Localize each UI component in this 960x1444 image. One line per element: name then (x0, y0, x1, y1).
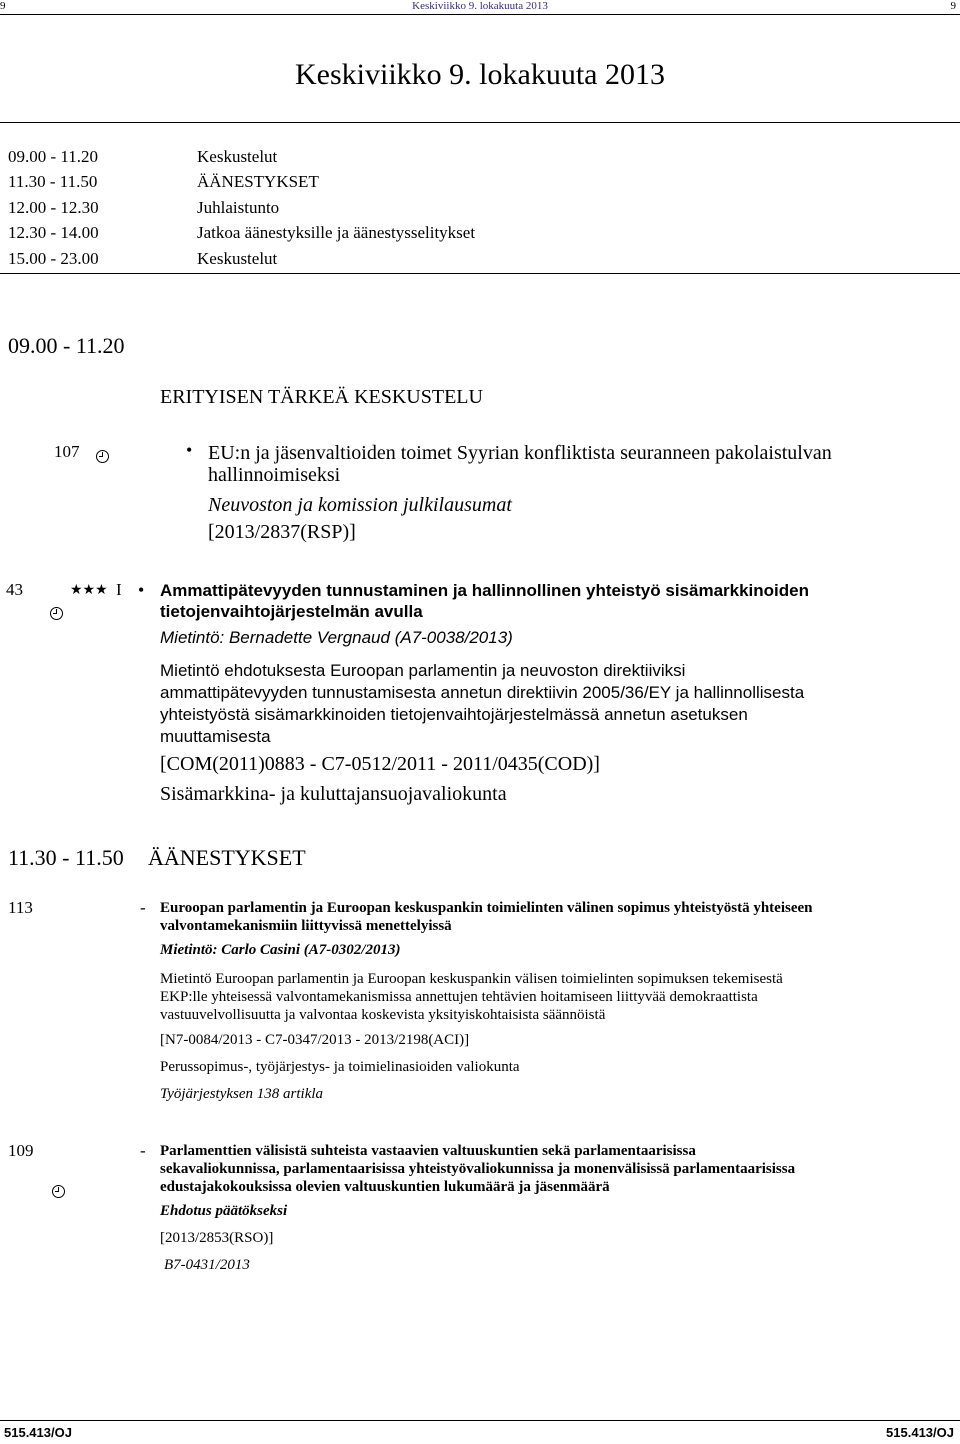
item-reference: [2013/2853(RSO)] (160, 1230, 274, 1246)
item-number: 109 (8, 1141, 34, 1160)
schedule-time: 11.30 - 11.50 (8, 172, 98, 191)
section-heading-1: ERITYISEN TÄRKEÄ KESKUSTELU (160, 386, 483, 408)
item-title-line: Parlamenttien välisistä suhteista vastaavien valtuuskuntien sekä parlamentaarisissa (160, 1143, 696, 1159)
item-title-line: valvontamekanismiin liittyvissä menettelyissä (160, 918, 452, 934)
item-title (160, 1142, 795, 1196)
item-description (160, 660, 804, 748)
schedule-label: Keskustelut (197, 249, 278, 268)
schedule-time: 15.00 - 23.00 (8, 249, 99, 268)
bullet-icon: • (186, 440, 193, 460)
item-report: Mietintö: Carlo Casini (A7-0302/2013) (160, 942, 401, 958)
schedule-bottom-divider (0, 273, 960, 274)
section-time-1: 09.00 - 11.20 (8, 333, 125, 358)
item-document: B7-0431/2013 (164, 1257, 250, 1273)
item-title-line: hallinnoimiseksi (208, 464, 341, 486)
item-description (160, 970, 783, 1024)
page-title: Keskiviikko 9. lokakuuta 2013 (295, 58, 665, 91)
bullet-icon: • (138, 580, 145, 600)
item-title-line: tietojenvaihtojärjestelmän avulla (160, 602, 423, 621)
schedule-top-divider (0, 122, 960, 123)
item-title (208, 442, 832, 486)
item-description-line: muuttamisesta (160, 727, 271, 746)
clock-icon (50, 607, 63, 620)
schedule-row (8, 220, 475, 245)
clock-icon (52, 1185, 65, 1198)
schedule-label: ÄÄNESTYKSET (197, 172, 319, 191)
item-rule: Työjärjestyksen 138 artikla (160, 1086, 324, 1102)
item-title (160, 580, 809, 622)
schedule-row (8, 195, 279, 220)
item-committee: Sisämarkkina- ja kuluttajansuojavaliokunta (160, 783, 507, 805)
schedule-row (8, 144, 277, 169)
item-description-line: yhteistyöstä sisämarkkinoiden tietojenvaihtojärjestelmässä annetun asetuksen (160, 705, 748, 724)
section-time-2: 11.30 - 11.50 (8, 845, 124, 870)
footer-divider (0, 1420, 960, 1421)
schedule-time: 09.00 - 11.20 (8, 147, 99, 166)
page-number-right: 9 (950, 0, 956, 12)
header-date: Keskiviikko 9. lokakuuta 2013 (412, 0, 548, 12)
item-number: 43 (6, 580, 23, 599)
schedule-row (8, 169, 319, 194)
item-dash: - (140, 1141, 146, 1160)
schedule-time: 12.00 - 12.30 (8, 198, 99, 217)
item-title (160, 899, 813, 935)
procedure-marker: I (116, 580, 122, 599)
item-description-line: Mietintö Euroopan parlamentin ja Euroopan keskuspankin välisen toimielinten sopimuksen tekemisestä (160, 971, 783, 987)
item-title-line: edustajakokouksissa olevien valtuuskuntien lukumäärä ja jäsenmäärä (160, 1179, 610, 1195)
footer-reference-left: 515.413/OJ (4, 1425, 72, 1440)
schedule-label: Keskustelut (197, 147, 278, 166)
item-subtitle: Neuvoston ja komission julkilausumat (208, 494, 512, 516)
schedule-row (8, 246, 277, 271)
item-reference: [2013/2837(RSP)] (208, 521, 356, 543)
star-rating-icon: ★★★ (70, 583, 108, 598)
schedule-label: Juhlaistunto (197, 198, 280, 217)
clock-icon (96, 450, 109, 463)
item-description-line: ammattipätevyyden tunnustamisesta annetun direktiivin 2005/36/EY ja hallinnollisesta (160, 683, 805, 702)
item-reference: [N7-0084/2013 - C7-0347/2013 - 2013/2198(ACI)] (160, 1032, 470, 1048)
item-dash: - (140, 898, 146, 917)
item-number: 107 (54, 442, 80, 461)
item-description-line: vastuuvelvollisuutta ja valvontaa koskevista yksityiskohtaisista säännöistä (160, 1007, 606, 1023)
item-reference: [COM(2011)0883 - C7-0512/2011 - 2011/0435(COD)] (160, 753, 600, 775)
item-description-line: Mietintö ehdotuksesta Euroopan parlamentin ja neuvoston direktiiviksi (160, 661, 686, 680)
schedule-time: 12.30 - 14.00 (8, 223, 99, 242)
item-title-line: Euroopan parlamentin ja Euroopan keskuspankin toimielinten välinen sopimus yhteistyöstä yhteiseen (160, 900, 813, 916)
item-report: Mietintö: Bernadette Vergnaud (A7-0038/2013) (160, 628, 513, 647)
schedule-label: Jatkoa äänestyksille ja äänestysselitykset (197, 223, 476, 242)
item-number: 113 (8, 898, 33, 917)
item-description-line: EKP:lle yhteisessä valvontamekanismissa annettujen tehtävien hoitamiseen liittyvää demokraattista (160, 989, 758, 1005)
page-number-left: 9 (0, 0, 6, 12)
section-heading-2: ÄÄNESTYKSET (148, 845, 306, 870)
item-title-line: sekavaliokunnissa, parlamentaarisissa yhteistyövaliokunnissa ja monenvälisissä parlamentaarisissa (160, 1161, 796, 1177)
footer-reference-right: 515.413/OJ (886, 1425, 954, 1440)
header-divider (0, 14, 960, 15)
item-committee: Perussopimus-, työjärjestys- ja toimielinasioiden valiokunta (160, 1059, 520, 1075)
item-title-line: EU:n ja jäsenvaltioiden toimet Syyrian konfliktista seuranneen pakolaistulvan (208, 442, 832, 464)
running-header (0, 0, 960, 14)
item-proposal: Ehdotus päätökseksi (160, 1203, 288, 1219)
item-title-line: Ammattipätevyyden tunnustaminen ja hallinnollinen yhteistyö sisämarkkinoiden (160, 581, 809, 600)
